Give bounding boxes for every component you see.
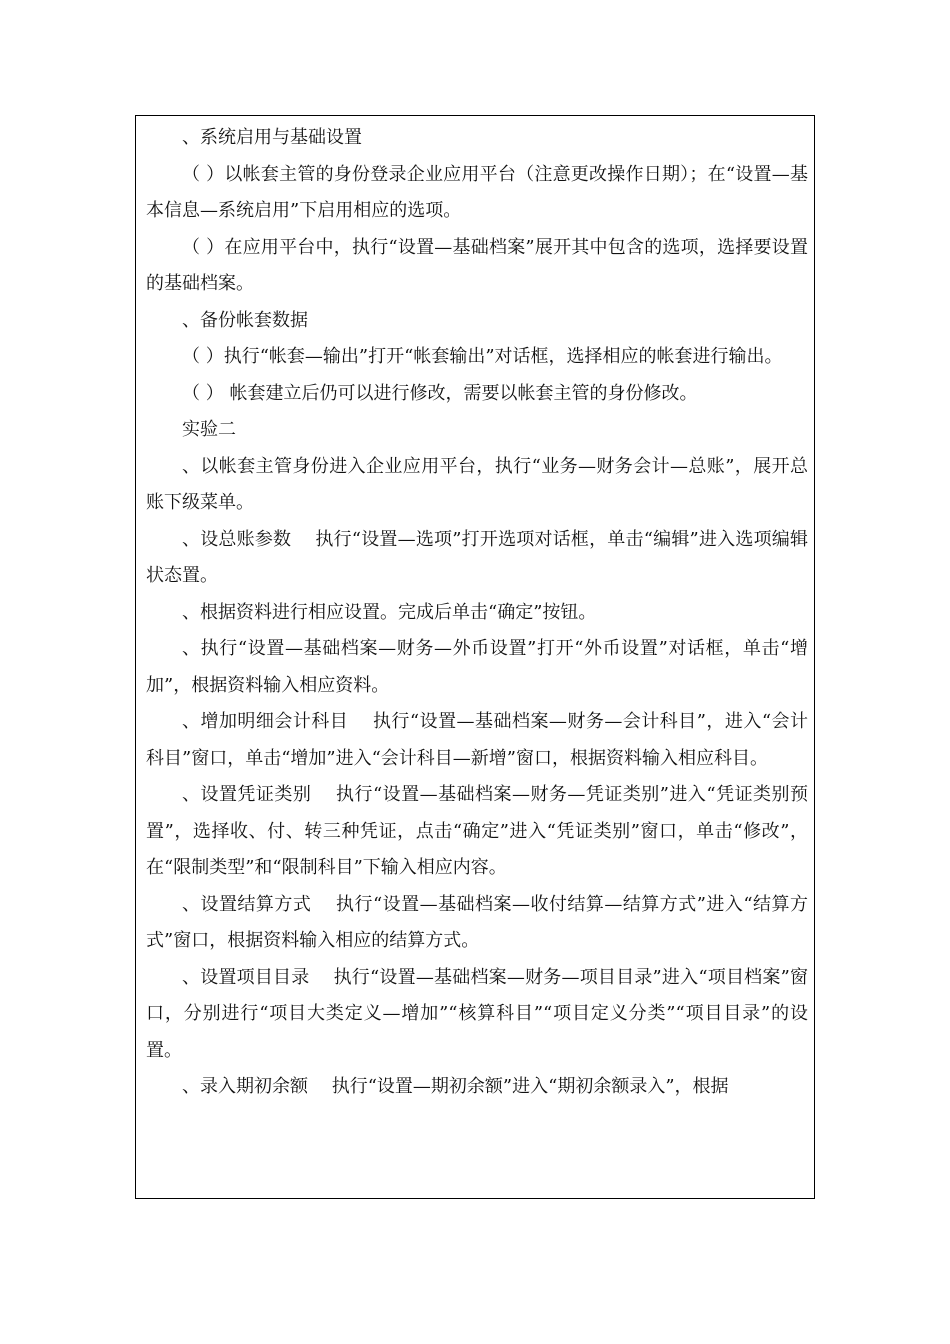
paragraph: （ ）以帐套主管的身份登录企业应用平台（注意更改操作日期）；在“设置—基本信息—系统启用”下启用相应的选项。 [146,163,808,221]
paragraph: 、增加明细会计科目 执行“设置—基础档案—财务—会计科目”，进入“会计科目”窗口，单击“增加”进入“会计科目—新增”窗口，根据资料输入相应科目。 [146,711,808,769]
paragraph: 、设置凭证类别 执行“设置—基础档案—财务—凭证类别”进入“凭证类别预置”，选择收、付、转三种凭证，点击“确定”进入“凭证类别”窗口，单击“修改”，在“限制类型”和“限制科目”下输入相应内容。 [146,784,808,878]
content-body [146,120,808,1106]
content-table-cell [135,115,815,1199]
paragraph: 、执行“设置—基础档案—财务—外币设置”打开“外币设置”对话框，单击“增加”，根据资料输入相应资料。 [146,638,808,696]
paragraph: 、设总账参数 执行“设置—选项”打开选项对话框，单击“编辑”进入选项编辑状态置。 [146,528,808,586]
section-heading-system-setup: 、系统启用与基础设置 [182,127,362,148]
paragraph: 、以帐套主管身份进入企业应用平台，执行“业务—财务会计—总账”，展开总账下级菜单。 [146,455,808,513]
paragraph: 、根据资料进行相应设置。完成后单击“确定”按钮。 [182,601,597,623]
paragraph: （ ） 帐套建立后仍可以进行修改，需要以帐套主管的身份修改。 [182,382,698,404]
paragraph: （ ）在应用平台中，执行“设置—基础档案”展开其中包含的选项，选择要设置的基础档案。 [146,236,808,294]
section-heading-backup: 、备份帐套数据 [182,309,308,331]
paragraph: （ ）执行“帐套—输出”打开“帐套输出”对话框，选择相应的帐套进行输出。 [182,346,783,367]
paragraph: 、录入期初余额 执行“设置—期初余额”进入“期初余额录入”，根据 [182,1076,729,1097]
experiment-heading: 实验二 [182,419,236,440]
paragraph: 、设置项目目录 执行“设置—基础档案—财务—项目目录”进入“项目档案”窗口，分别进行“项目大类定义—增加”“核算科目”“项目定义分类”“项目目录”的设置。 [146,966,808,1061]
paragraph: 、设置结算方式 执行“设置—基础档案—收付结算—结算方式”进入“结算方式”窗口，根据资料输入相应的结算方式。 [146,893,808,951]
